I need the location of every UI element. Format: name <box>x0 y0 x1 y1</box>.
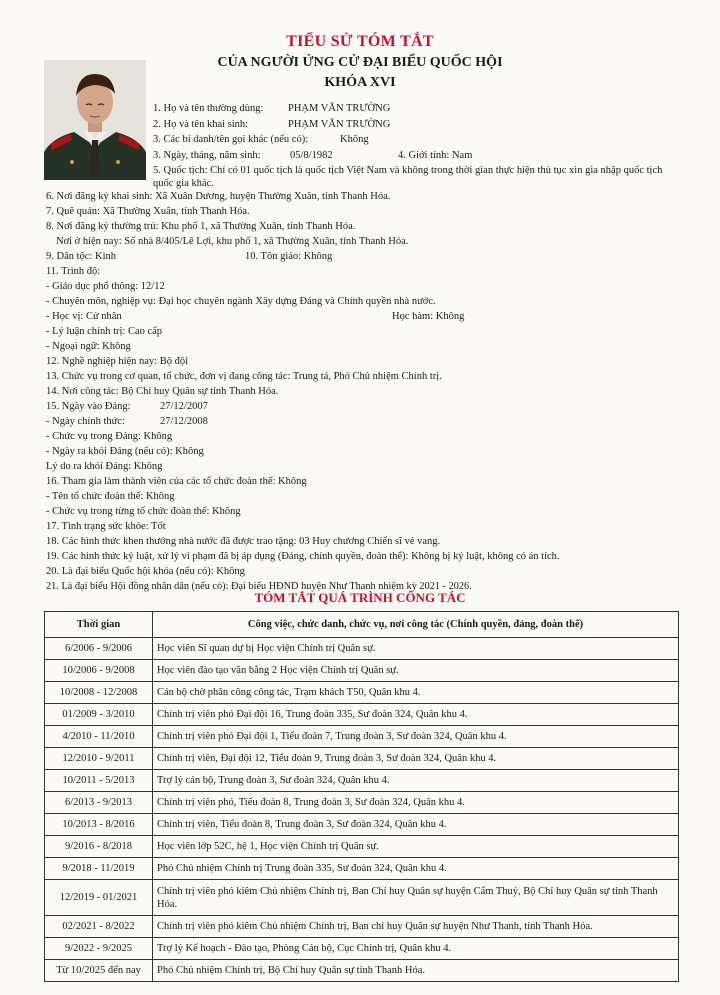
table-row <box>45 880 679 916</box>
row-time: 4/2010 - 11/2010 <box>45 726 153 748</box>
organization-position-line: - Chức vụ trong từng tổ chức đoàn thể: Không <box>46 506 241 517</box>
document-subtitle: CỦA NGƯỜI ỨNG CỬ ĐẠI BIỂU QUỐC HỘI <box>217 55 503 70</box>
table-row <box>45 770 679 792</box>
position-line: 13. Chức vụ trong cơ quan, tổ chức, đơn vị đang công tác: Trung tá, Phó Chủ nhiệm Chính trị. <box>46 371 442 382</box>
organization-name-line: - Tên tổ chức đoàn thể: Không <box>46 491 175 502</box>
party-official-value: 27/12/2008 <box>160 416 208 427</box>
table-row <box>45 660 679 682</box>
current-residence-line: Nơi ở hiện nay: Số nhà 8/405/Lê Lợi, khu phố 1, xã Thường Xuân, tỉnh Thanh Hóa. <box>56 236 409 247</box>
row-time: 10/2011 - 5/2013 <box>45 770 153 792</box>
alias-label: 3. Các bí danh/tên gọi khác (nếu có): <box>153 134 309 145</box>
row-description: Cán bộ chờ phân công công tác, Trạm khách T50, Quân khu 4. <box>153 682 679 704</box>
birth-name-value: PHẠM VĂN TRƯỜNG <box>288 119 391 130</box>
health-line: 17. Tình trạng sức khỏe: Tốt <box>46 521 166 532</box>
religion-line: 10. Tôn giáo: Không <box>245 251 333 262</box>
permanent-residence-line: 8. Nơi đăng ký thường trú: Khu phố 1, xã Thường Xuân, tỉnh Thanh Hóa. <box>46 221 356 232</box>
table-row <box>45 726 679 748</box>
work-history-table <box>44 611 679 982</box>
table-row <box>45 960 679 982</box>
row-description: Chính trị viên phó Đại đội 1, Tiểu đoàn 7, Trung đoàn 3, Sư đoàn 324, Quân khu 4. <box>153 726 679 748</box>
academic-title-line: Học hàm: Không <box>392 311 465 322</box>
general-education-line: - Giáo dục phổ thông: 12/12 <box>46 281 165 292</box>
table-row <box>45 638 679 660</box>
row-time: 6/2006 - 9/2006 <box>45 638 153 660</box>
party-join-label: 15. Ngày vào Đảng: <box>46 401 131 412</box>
row-description: Phó Chủ nhiệm Chính trị, Bộ Chỉ huy Quân sự tỉnh Thanh Hóa. <box>153 960 679 982</box>
document-term: KHÓA XVI <box>324 75 396 90</box>
row-description: Chính trị viên phó kiêm Chủ nhiệm Chính trị, Ban Chỉ huy Quân sự huyện Cẩm Thuỷ, Bộ Chỉ huy Quân sự tỉnh Thanh Hóa. <box>153 880 679 916</box>
row-time: 10/2008 - 12/2008 <box>45 682 153 704</box>
table-row <box>45 858 679 880</box>
foreign-language-line: - Ngoại ngữ: Không <box>46 341 131 352</box>
row-description: Học viên Sĩ quan dự bị Học viện Chính trị Quân sự. <box>153 638 679 660</box>
political-theory-line: - Lý luận chính trị: Cao cấp <box>46 326 163 337</box>
full-name-label: 1. Họ và tên thường dùng: <box>153 103 264 114</box>
table-row <box>45 916 679 938</box>
row-time: 01/2009 - 3/2010 <box>45 704 153 726</box>
nationality-line: 5. Quốc tịch: Chỉ có 01 quốc tịch là quốc tịch Việt Nam và không trong thời gian thực hiện thủ tục xin gia nhập quốc tịch <box>153 165 663 176</box>
discipline-line: 19. Các hình thức kỷ luật, xử lý vi phạm đã bị áp dụng (Đảng, chính quyền, đoàn thể): Không bị kỷ luật, không có án tích. <box>46 551 560 562</box>
row-time: Từ 10/2025 đến nay <box>45 960 153 982</box>
birth-date-value: 05/8/1982 <box>290 150 333 161</box>
work-history-title: TÓM TẮT QUÁ TRÌNH CÔNG TÁC <box>254 590 466 605</box>
table-row <box>45 682 679 704</box>
peoples-council-line: 21. Là đại biểu Hội đồng nhân dân (nếu có): Đại biểu HĐND huyện Như Thanh nhiệm kỳ 2021 - 2026. <box>46 581 472 592</box>
row-time: 9/2018 - 11/2019 <box>45 858 153 880</box>
document-title: TIỂU SỬ TÓM TẮT <box>286 33 434 50</box>
party-join-value: 27/12/2007 <box>160 401 208 412</box>
degree-line: - Học vị: Cử nhân <box>46 311 122 322</box>
column-header-time: Thời gian <box>45 612 153 638</box>
row-description: Học viên đào tạo văn bằng 2 Học viện Chính trị Quân sự. <box>153 660 679 682</box>
organizations-line: 16. Tham gia làm thành viên của các tổ chức đoàn thể: Không <box>46 476 307 487</box>
party-position-line: - Chức vụ trong Đảng: Không <box>46 431 173 442</box>
row-description: Học viên lớp 52C, hệ 1, Học viện Chính trị Quân sự. <box>153 836 679 858</box>
row-time: 6/2013 - 9/2013 <box>45 792 153 814</box>
table-row <box>45 792 679 814</box>
party-leave-line: - Ngày ra khỏi Đảng (nếu có): Không <box>46 446 204 457</box>
table-row <box>45 836 679 858</box>
row-description: Chính trị viên, Đại đội 12, Tiểu đoàn 9, Trung đoàn 3, Sư đoàn 324, Quân khu 4. <box>153 748 679 770</box>
gender-line: 4. Giới tính: Nam <box>398 150 473 161</box>
birth-date-label: 3. Ngày, tháng, năm sinh: <box>153 150 261 161</box>
row-time: 10/2006 - 9/2008 <box>45 660 153 682</box>
row-time: 9/2016 - 8/2018 <box>45 836 153 858</box>
row-description: Chính trị viên, Tiểu đoàn 8, Trung đoàn 3, Sư đoàn 324, Quân khu 4. <box>153 814 679 836</box>
row-time: 12/2019 - 01/2021 <box>45 880 153 916</box>
education-heading: 11. Trình độ: <box>46 266 101 277</box>
party-official-label: - Ngày chính thức: <box>46 416 125 427</box>
occupation-line: 12. Nghề nghiệp hiện nay: Bộ đội <box>46 356 189 367</box>
birth-name-label: 2. Họ và tên khai sinh: <box>153 119 249 130</box>
national-assembly-line: 20. Là đại biểu Quốc hội khóa (nếu có): Không <box>46 566 245 577</box>
party-leave-reason-line: Lý do ra khỏi Đảng: Không <box>46 461 163 472</box>
table-row <box>45 938 679 960</box>
ethnicity-line: 9. Dân tộc: Kinh <box>46 251 116 262</box>
alias-value: Không <box>340 134 369 145</box>
row-time: 9/2022 - 9/2025 <box>45 938 153 960</box>
table-row <box>45 704 679 726</box>
row-description: Trợ lý cán bộ, Trung đoàn 3, Sư đoàn 324, Quân khu 4. <box>153 770 679 792</box>
workplace-line: 14. Nơi công tác: Bộ Chỉ huy Quân sự tỉnh Thanh Hóa. <box>46 386 279 397</box>
row-description: Phó Chủ nhiệm Chính trị Trung đoàn 335, Sư đoàn 324, Quân khu 4. <box>153 858 679 880</box>
row-description: Chính trị viên phó Đại đội 16, Trung đoàn 335, Sư đoàn 324, Quân khu 4. <box>153 704 679 726</box>
specialty-line: - Chuyên môn, nghiệp vụ: Đại học chuyên ngành Xây dựng Đảng và Chính quyền nhà nước. <box>46 296 436 307</box>
column-header-description: Công việc, chức danh, chức vụ, nơi công tác (Chính quyền, đảng, đoàn thể) <box>153 612 679 638</box>
row-time: 10/2013 - 8/2016 <box>45 814 153 836</box>
row-description: Chính trị viên phó, Tiểu đoàn 8, Trung đoàn 3, Sư đoàn 324, Quân khu 4. <box>153 792 679 814</box>
row-description: Trợ lý Kế hoạch - Đào tạo, Phòng Cán bộ, Cục Chính trị, Quân khu 4. <box>153 938 679 960</box>
row-description: Chính trị viên phó kiêm Chủ nhiệm Chính trị, Ban chỉ huy Quân sự huyện Như Thanh, tỉnh Thanh Hóa. <box>153 916 679 938</box>
row-time: 12/2010 - 9/2011 <box>45 748 153 770</box>
table-row <box>45 748 679 770</box>
full-name-value: PHẠM VĂN TRƯỜNG <box>288 103 391 114</box>
hometown-line: 7. Quê quán: Xã Thường Xuân, tỉnh Thanh Hóa. <box>46 206 250 217</box>
awards-line: 18. Các hình thức khen thưởng nhà nước đã được trao tặng: 03 Huy chương Chiến sĩ vẻ vang. <box>46 536 441 547</box>
birth-registration-line: 6. Nơi đăng ký khai sinh: Xã Xuân Dương, huyện Thường Xuân, tỉnh Thanh Hóa. <box>46 191 391 202</box>
table-row <box>45 814 679 836</box>
row-time: 02/2021 - 8/2022 <box>45 916 153 938</box>
candidate-photo <box>44 60 146 180</box>
nationality-line-cont: quốc gia khác. <box>153 178 214 189</box>
